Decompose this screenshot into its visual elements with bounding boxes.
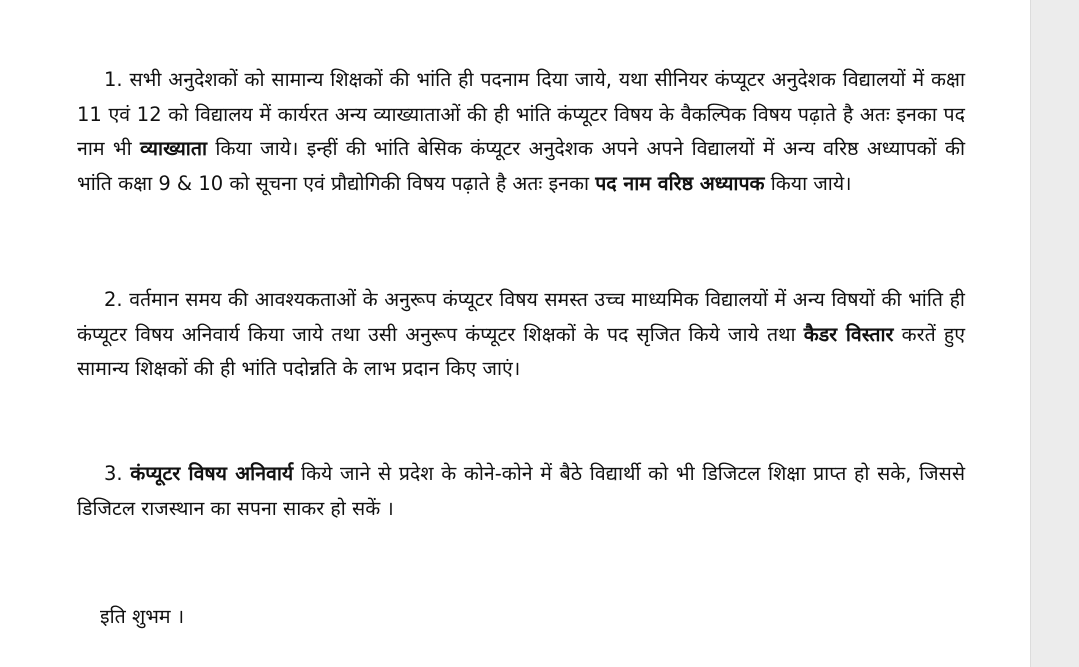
point-1-text-a: सभी अनुदेशकों को सामान्य शिक्षकों की भांति ही पदनाम दिया जाये, यथा सीनियर कंप्यूटर अनुदेशक विद्यालयों में कक्षा 11 एवं 12 को विद्यालय में कार्यरत अन्य व्याख्याताओं की ही भांति कंप्यूटर विषय के वैकल्पिक विषय पढ़ाते है अतः इनका पद नाम भी bbox=[77, 68, 965, 161]
point-1-bold-designation: व्याख्याता bbox=[140, 137, 208, 161]
point-3-number: 3. bbox=[104, 462, 123, 485]
closing-line: इति शुभम । bbox=[100, 605, 185, 628]
point-1 bbox=[77, 63, 965, 201]
point-1-number: 1. bbox=[104, 68, 123, 91]
point-2-bold-cadre: कैडर विस्तार bbox=[803, 322, 894, 346]
point-2-text-a: वर्तमान समय की आवश्यकताओं के अनुरूप कंप्यूटर विषय समस्त उच्च माध्यमिक विद्यालयों में अन्य विषयों की भांति ही कंप्यूटर विषय अनिवार्य किया जाये तथा उसी अनुरूप कंप्यूटर शिक्षकों के पद सृजित किये जाये तथा bbox=[77, 288, 965, 346]
point-1-text-b: किया जाये। इन्हीं की भांति बेसिक कंप्यूटर अनुदेशक अपने अपने विद्यालयों में अन्य वरिष्ठ अध्यापकों की भांति कक्षा 9 & 10 को सूचना एवं प्रौद्योगिकी विषय पढ़ाते है अतः इनका bbox=[77, 137, 965, 195]
point-3 bbox=[77, 457, 965, 526]
viewer-margin bbox=[1030, 0, 1079, 667]
point-1-bold-post-name: पद नाम वरिष्ठ अध्यापक bbox=[595, 171, 765, 195]
point-1-text-c: किया जाये। bbox=[770, 171, 852, 195]
point-2-number: 2. bbox=[104, 288, 123, 311]
point-2 bbox=[77, 283, 965, 387]
point-2-text-b: करतें हुए सामान्य शिक्षकों की ही भांति पदोन्नति के लाभ प्रदान किए जाएं। bbox=[77, 322, 966, 381]
point-3-text-a: किये जाने से प्रदेश के कोने-कोने में बैठे विद्यार्थी को भी डिजिटल शिक्षा प्राप्त हो सके, जिससे डिजिटल राजस्थान का सपना साकर हो सकें । bbox=[77, 462, 966, 520]
point-3-bold-subject: कंप्यूटर विषय अनिवार्य bbox=[130, 462, 294, 485]
